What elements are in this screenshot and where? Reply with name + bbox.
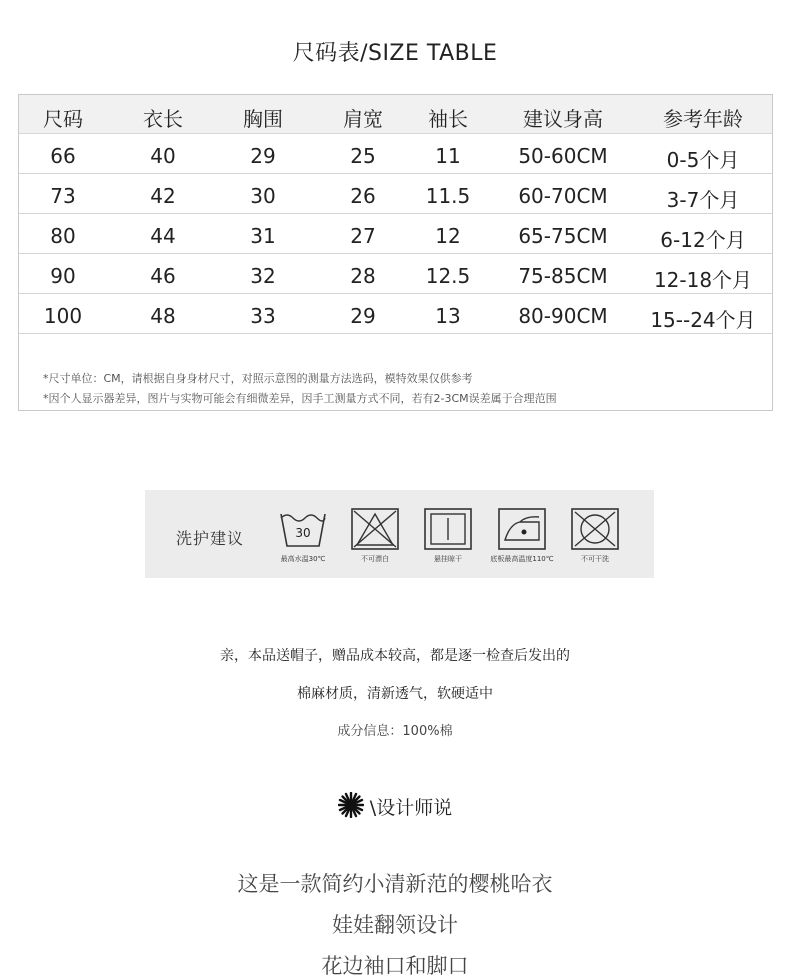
table-cell: 65-75CM xyxy=(518,224,608,248)
care-caption: 底板最高温度110℃ xyxy=(490,555,554,563)
table-cell: 0-5个月 xyxy=(666,148,740,172)
table-cell: 66 xyxy=(50,144,76,168)
care-item xyxy=(555,508,635,564)
care-item xyxy=(263,508,343,564)
table-cell: 75-85CM xyxy=(518,264,608,288)
header-cell: 胸围 xyxy=(243,107,283,131)
table-cell: 11 xyxy=(435,144,461,168)
table-cell: 33 xyxy=(250,304,276,328)
table-divider xyxy=(19,333,772,334)
table-cell: 25 xyxy=(350,144,376,168)
table-cell: 44 xyxy=(150,224,176,248)
table-row xyxy=(19,173,772,214)
care-caption: 悬挂晾干 xyxy=(434,555,462,563)
table-cell: 60-70CM xyxy=(518,184,608,208)
size-table xyxy=(18,94,773,411)
table-cell: 6-12个月 xyxy=(660,228,746,252)
header-cell: 袖长 xyxy=(428,107,468,131)
header-cell: 衣长 xyxy=(143,107,183,131)
wash-temp-text: 30 xyxy=(295,526,311,540)
designer-line: 这是一款简约小清新范的樱桃哈衣 xyxy=(237,872,553,896)
table-cell: 80-90CM xyxy=(518,304,608,328)
care-caption: 最高水温30℃ xyxy=(280,555,326,563)
table-cell: 12-18个月 xyxy=(653,268,753,292)
care-label: 洗护建议 xyxy=(176,529,245,548)
table-cell: 26 xyxy=(350,184,376,208)
table-cell: 12.5 xyxy=(425,264,471,288)
table-cell: 100 xyxy=(43,304,83,328)
table-row xyxy=(19,293,772,334)
table-cell: 48 xyxy=(150,304,176,328)
composition-note: 成分信息：100%棉 xyxy=(337,724,453,739)
care-caption: 不可干洗 xyxy=(581,555,609,563)
table-row xyxy=(19,253,772,294)
table-cell: 73 xyxy=(50,184,76,208)
size-note: *尺寸单位：CM，请根据自身身材尺寸，对照示意图的测量方法选码，模特效果仅供参考 xyxy=(43,372,473,385)
table-cell: 13 xyxy=(435,304,461,328)
hang-dry-icon xyxy=(424,508,472,550)
size-notes xyxy=(43,369,557,409)
care-caption: 不可漂白 xyxy=(361,555,389,563)
table-cell: 27 xyxy=(350,224,376,248)
table-row xyxy=(19,133,772,174)
table-cell: 40 xyxy=(150,144,176,168)
page-title: 尺码表/SIZE TABLE xyxy=(292,41,498,66)
designer-line: 花边袖口和脚口 xyxy=(321,954,469,978)
table-cell: 11.5 xyxy=(425,184,471,208)
table-cell: 12 xyxy=(435,224,461,248)
care-item xyxy=(408,508,488,564)
header-cell: 建议身高 xyxy=(523,107,603,131)
designer-line: 娃娃翻领设计 xyxy=(332,913,458,937)
table-cell: 50-60CM xyxy=(518,144,608,168)
header-cell: 参考年龄 xyxy=(663,107,743,131)
table-cell: 15--24个月 xyxy=(650,308,756,332)
iron-low-icon xyxy=(498,508,546,550)
designer-heading-text: \设计师说 xyxy=(369,797,453,819)
table-cell: 42 xyxy=(150,184,176,208)
table-cell: 80 xyxy=(50,224,76,248)
table-cell: 29 xyxy=(350,304,376,328)
starburst-icon xyxy=(338,792,364,818)
wash-30-icon xyxy=(279,508,327,550)
table-cell: 30 xyxy=(250,184,276,208)
header-cell: 肩宽 xyxy=(343,107,383,131)
table-cell: 46 xyxy=(150,264,176,288)
table-cell: 31 xyxy=(250,224,276,248)
table-cell: 28 xyxy=(350,264,376,288)
care-instructions xyxy=(145,490,654,578)
table-cell: 32 xyxy=(250,264,276,288)
size-note: *因个人显示器差异，图片与实物可能会有细微差异，因手工测量方式不同，若有2-3CM误差属于合理范围 xyxy=(43,392,557,405)
table-row xyxy=(19,213,772,254)
table-cell: 3-7个月 xyxy=(666,188,740,212)
table-cell: 90 xyxy=(50,264,76,288)
designer-heading xyxy=(0,792,790,820)
no-dry-clean-icon xyxy=(571,508,619,550)
gift-note: 亲，本品送帽子，赠品成本较高，都是逐一检查后发出的 xyxy=(220,648,570,664)
care-item xyxy=(335,508,415,564)
header-cell: 尺码 xyxy=(43,107,83,131)
table-header xyxy=(19,95,772,133)
care-item xyxy=(482,508,562,564)
material-note: 棉麻材质，清新透气，软硬适中 xyxy=(297,686,493,702)
table-cell: 29 xyxy=(250,144,276,168)
no-bleach-icon xyxy=(351,508,399,550)
